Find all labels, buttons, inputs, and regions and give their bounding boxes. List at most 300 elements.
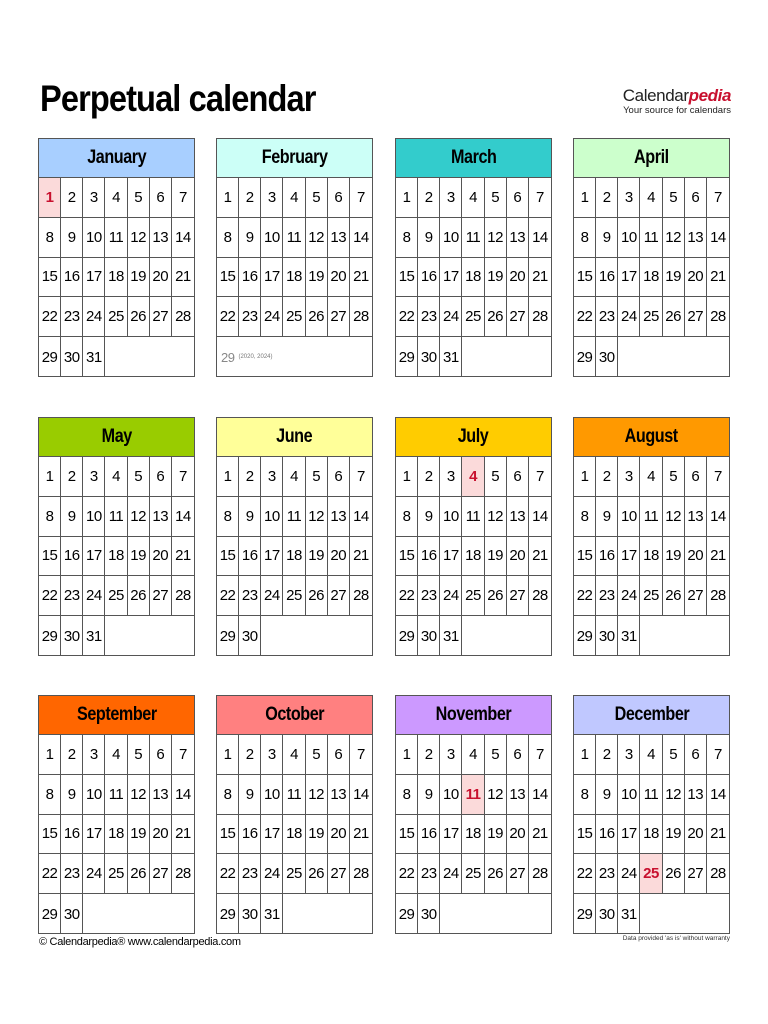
empty-cell [462,616,551,656]
day-cell: 25 [640,576,662,616]
month-name: March [450,147,497,168]
month-header [574,139,729,178]
day-cell: 21 [529,815,551,855]
empty-cell [261,616,372,656]
day-cell: 18 [640,258,662,298]
day-cell: 31 [83,616,105,656]
day-cell: 5 [663,735,685,775]
day-cell: 3 [618,178,640,218]
month-january [38,138,195,377]
day-cell: 27 [685,854,707,894]
day-cell: 30 [239,894,261,934]
day-cell: 6 [150,457,172,497]
day-cell: 12 [128,497,150,537]
day-cell: 7 [707,457,729,497]
day-cell: 21 [350,815,372,855]
day-cell: 20 [507,815,529,855]
day-cell: 11 [462,775,484,815]
day-cell: 25 [105,576,127,616]
day-cell: 20 [685,258,707,298]
day-cell: 21 [172,815,194,855]
day-cell: 23 [61,576,83,616]
day-cell: 23 [239,854,261,894]
day-cell: 17 [83,815,105,855]
day-cell: 9 [418,218,440,258]
day-cell: 24 [440,297,462,337]
day-cell: 2 [418,178,440,218]
day-cell: 23 [596,297,618,337]
day-cell: 9 [61,497,83,537]
day-cell: 21 [529,258,551,298]
day-cell: 24 [83,297,105,337]
day-cell: 25 [462,854,484,894]
day-cell: 11 [462,218,484,258]
day-cell: 20 [328,815,350,855]
day-cell: 29 [574,894,596,934]
day-cell: 19 [663,258,685,298]
day-cell: 1 [39,178,61,218]
day-cell: 15 [217,815,239,855]
month-july [395,417,552,656]
day-cell: 12 [663,497,685,537]
day-cell: 9 [239,497,261,537]
month-may [38,417,195,656]
day-cell: 28 [707,576,729,616]
day-cell: 13 [685,218,707,258]
day-cell: 22 [39,297,61,337]
day-cell: 19 [663,537,685,577]
day-cell: 31 [618,616,640,656]
day-cell: 11 [283,218,305,258]
month-april [573,138,730,377]
day-cell: 15 [39,815,61,855]
day-cell: 10 [261,775,283,815]
day-cell: 27 [328,576,350,616]
month-header [39,418,194,457]
day-cell: 6 [328,457,350,497]
day-cell: 28 [350,576,372,616]
day-cell: 22 [217,576,239,616]
day-grid [217,178,372,377]
day-cell: 14 [350,497,372,537]
day-cell: 31 [618,894,640,934]
day-cell: 7 [172,457,194,497]
day-cell: 15 [396,815,418,855]
day-cell: 26 [128,297,150,337]
day-cell: 21 [172,258,194,298]
day-cell: 11 [283,497,305,537]
day-cell: 27 [150,576,172,616]
day-cell: 2 [61,457,83,497]
day-cell: 1 [574,735,596,775]
day-cell: 21 [172,537,194,577]
day-cell: 13 [507,497,529,537]
day-cell: 27 [685,297,707,337]
day-cell: 8 [217,218,239,258]
day-cell: 23 [418,576,440,616]
day-cell: 12 [306,218,328,258]
day-cell: 22 [39,576,61,616]
day-cell: 26 [128,576,150,616]
day-cell: 15 [217,537,239,577]
day-cell: 17 [618,815,640,855]
day-cell: 27 [507,854,529,894]
day-cell: 15 [574,815,596,855]
day-cell: 23 [418,297,440,337]
day-cell: 3 [261,735,283,775]
day-cell: 10 [83,775,105,815]
empty-cell [105,337,194,377]
day-cell: 28 [707,854,729,894]
day-cell: 7 [707,178,729,218]
day-cell: 28 [172,297,194,337]
day-cell: 18 [462,258,484,298]
day-cell: 10 [261,497,283,537]
day-cell: 30 [596,337,618,377]
month-name: April [634,147,669,168]
day-cell: 25 [105,297,127,337]
day-cell: 26 [485,297,507,337]
month-name: August [624,426,679,447]
day-cell: 26 [485,854,507,894]
day-cell: 10 [440,218,462,258]
day-cell: 16 [596,537,618,577]
day-cell: 15 [39,537,61,577]
day-cell: 13 [150,775,172,815]
month-name: December [614,704,689,725]
day-cell: 2 [239,457,261,497]
day-cell: 4 [105,735,127,775]
day-cell: 20 [328,537,350,577]
day-cell: 4 [105,457,127,497]
day-cell: 19 [485,537,507,577]
day-grid [217,735,372,934]
day-cell: 28 [350,854,372,894]
day-cell: 6 [507,735,529,775]
day-cell: 12 [128,218,150,258]
day-cell: 6 [507,457,529,497]
day-cell: 26 [306,576,328,616]
day-cell: 28 [529,854,551,894]
day-cell: 19 [128,258,150,298]
day-cell: 6 [685,457,707,497]
month-header [217,139,372,178]
day-cell: 24 [261,854,283,894]
logo-brand-accent: pedia [688,86,731,105]
day-cell: 25 [283,576,305,616]
day-cell: 8 [217,775,239,815]
day-cell: 5 [128,735,150,775]
day-cell: 11 [640,497,662,537]
footer-disclaimer: Data provided 'as is' without warranty [622,935,730,942]
month-header [574,696,729,735]
day-cell: 19 [663,815,685,855]
day-cell: 9 [61,218,83,258]
day-cell: 17 [440,815,462,855]
day-cell: 6 [328,178,350,218]
day-cell: 3 [261,457,283,497]
logo-tagline: Your source for calendars [623,105,731,116]
day-cell: 17 [618,537,640,577]
day-cell: 18 [640,815,662,855]
day-cell: 18 [640,537,662,577]
day-cell: 28 [707,297,729,337]
day-cell: 6 [685,735,707,775]
day-cell: 2 [596,457,618,497]
day-cell: 6 [685,178,707,218]
day-cell: 19 [485,258,507,298]
day-cell: 10 [261,218,283,258]
day-cell: 17 [261,537,283,577]
day-cell: 28 [172,576,194,616]
day-cell: 19 [485,815,507,855]
day-cell: 3 [83,457,105,497]
day-cell: 16 [239,537,261,577]
day-cell: 25 [462,576,484,616]
month-header [39,139,194,178]
day-cell: 20 [685,815,707,855]
day-cell: 14 [707,497,729,537]
day-cell: 8 [39,775,61,815]
day-cell: 4 [640,178,662,218]
day-cell: 17 [261,258,283,298]
day-cell: 2 [61,735,83,775]
day-cell: 4 [462,457,484,497]
day-cell: 11 [283,775,305,815]
day-cell: 30 [239,616,261,656]
day-grid [396,457,551,656]
day-cell: 7 [529,178,551,218]
day-cell: 22 [574,854,596,894]
day-cell: 9 [596,775,618,815]
day-grid [39,178,194,377]
day-cell: 20 [507,537,529,577]
day-cell: 18 [105,258,127,298]
calendarpedia-logo[interactable] [600,86,731,116]
month-august [573,417,730,656]
month-name: October [265,704,324,725]
day-cell: 24 [83,854,105,894]
day-cell: 8 [574,775,596,815]
day-cell: 3 [440,735,462,775]
day-cell: 11 [640,218,662,258]
page-title: Perpetual calendar [40,78,316,119]
month-september [38,695,195,934]
day-cell: 26 [306,854,328,894]
day-cell: 1 [574,178,596,218]
day-cell: 24 [440,854,462,894]
day-cell: 10 [618,218,640,258]
day-cell: 23 [418,854,440,894]
day-cell: 3 [440,457,462,497]
day-cell: 27 [150,297,172,337]
day-cell: 3 [618,735,640,775]
day-cell: 29 [574,337,596,377]
day-cell: 21 [350,537,372,577]
day-cell: 3 [83,178,105,218]
day-cell: 13 [328,218,350,258]
leap-year-note: (2020, 2024) [238,354,273,361]
day-cell: 1 [39,735,61,775]
day-cell: 20 [507,258,529,298]
day-cell: 13 [150,218,172,258]
day-cell: 29 [217,894,239,934]
month-header [217,696,372,735]
day-cell: 15 [396,537,418,577]
day-cell: 26 [306,297,328,337]
day-cell: 12 [485,497,507,537]
day-cell: 10 [83,497,105,537]
day-cell: 14 [350,218,372,258]
day-cell: 8 [574,218,596,258]
day-cell: 19 [128,537,150,577]
day-cell: 16 [239,258,261,298]
day-cell: 16 [418,258,440,298]
day-cell: 27 [328,854,350,894]
day-cell: 5 [663,457,685,497]
day-cell: 5 [485,178,507,218]
day-cell: 17 [83,258,105,298]
day-cell: 16 [61,537,83,577]
day-cell: 9 [418,775,440,815]
day-cell: 9 [61,775,83,815]
day-cell: 11 [105,218,127,258]
day-cell: 24 [261,576,283,616]
day-cell: 29 [39,616,61,656]
day-cell: 22 [217,854,239,894]
day-cell: 6 [328,735,350,775]
day-cell: 13 [685,775,707,815]
day-cell: 10 [440,775,462,815]
month-name: November [435,704,512,725]
day-cell: 24 [618,297,640,337]
day-cell: 10 [83,218,105,258]
day-cell: 5 [306,178,328,218]
day-cell: 5 [128,457,150,497]
day-cell: 23 [239,297,261,337]
day-cell: 4 [640,735,662,775]
month-february [216,138,373,377]
day-cell: 26 [485,576,507,616]
day-cell: 30 [418,337,440,377]
day-cell: 24 [261,297,283,337]
leap-day-number: 29 [221,349,235,365]
day-grid [217,457,372,656]
day-cell: 9 [239,218,261,258]
day-cell: 17 [440,537,462,577]
month-name: May [101,426,132,447]
empty-cell [83,894,194,934]
day-cell: 11 [462,497,484,537]
day-cell: 24 [83,576,105,616]
day-cell: 7 [529,735,551,775]
day-cell: 31 [261,894,283,934]
month-name: September [76,704,157,725]
day-cell: 14 [707,775,729,815]
day-cell: 14 [529,775,551,815]
day-cell: 22 [396,854,418,894]
day-cell: 11 [105,497,127,537]
day-cell: 23 [61,854,83,894]
footer-copyright: © Calendarpedia® www.calendarpedia.com [39,936,241,948]
day-cell: 20 [150,537,172,577]
month-header [396,696,551,735]
day-cell: 23 [596,854,618,894]
day-cell: 4 [640,457,662,497]
day-cell: 20 [328,258,350,298]
day-cell: 27 [328,297,350,337]
day-cell: 25 [283,297,305,337]
day-cell: 5 [663,178,685,218]
month-header [396,139,551,178]
day-cell: 25 [640,854,662,894]
day-cell: 27 [507,297,529,337]
day-cell: 30 [418,616,440,656]
day-cell: 13 [328,775,350,815]
day-cell: 2 [239,735,261,775]
day-cell: 1 [217,178,239,218]
day-cell: 7 [707,735,729,775]
day-cell: 1 [217,457,239,497]
day-cell: 26 [128,854,150,894]
day-grid [396,178,551,377]
day-cell: 28 [172,854,194,894]
day-cell: 18 [462,815,484,855]
leap-day-cell [217,337,372,377]
day-grid [39,735,194,934]
day-cell: 9 [418,497,440,537]
day-cell: 4 [105,178,127,218]
day-cell: 22 [217,297,239,337]
day-cell: 29 [396,337,418,377]
day-cell: 15 [217,258,239,298]
day-cell: 12 [306,497,328,537]
day-cell: 19 [306,537,328,577]
day-cell: 3 [618,457,640,497]
day-cell: 17 [261,815,283,855]
day-cell: 1 [217,735,239,775]
day-cell: 31 [440,337,462,377]
day-cell: 10 [618,775,640,815]
day-cell: 6 [507,178,529,218]
day-cell: 29 [574,616,596,656]
month-header [396,418,551,457]
day-cell: 15 [39,258,61,298]
day-cell: 16 [418,815,440,855]
day-cell: 30 [418,894,440,934]
day-cell: 1 [39,457,61,497]
day-cell: 19 [128,815,150,855]
day-cell: 2 [596,735,618,775]
day-cell: 21 [529,537,551,577]
day-cell: 11 [640,775,662,815]
month-november [395,695,552,934]
day-cell: 19 [306,258,328,298]
day-cell: 12 [485,218,507,258]
day-cell: 10 [618,497,640,537]
day-cell: 25 [283,854,305,894]
day-cell: 3 [440,178,462,218]
day-cell: 4 [283,457,305,497]
day-cell: 16 [418,537,440,577]
day-cell: 4 [462,735,484,775]
day-cell: 8 [574,497,596,537]
day-cell: 5 [306,457,328,497]
day-cell: 21 [707,815,729,855]
empty-cell [640,894,729,934]
day-cell: 16 [61,258,83,298]
day-cell: 6 [150,178,172,218]
